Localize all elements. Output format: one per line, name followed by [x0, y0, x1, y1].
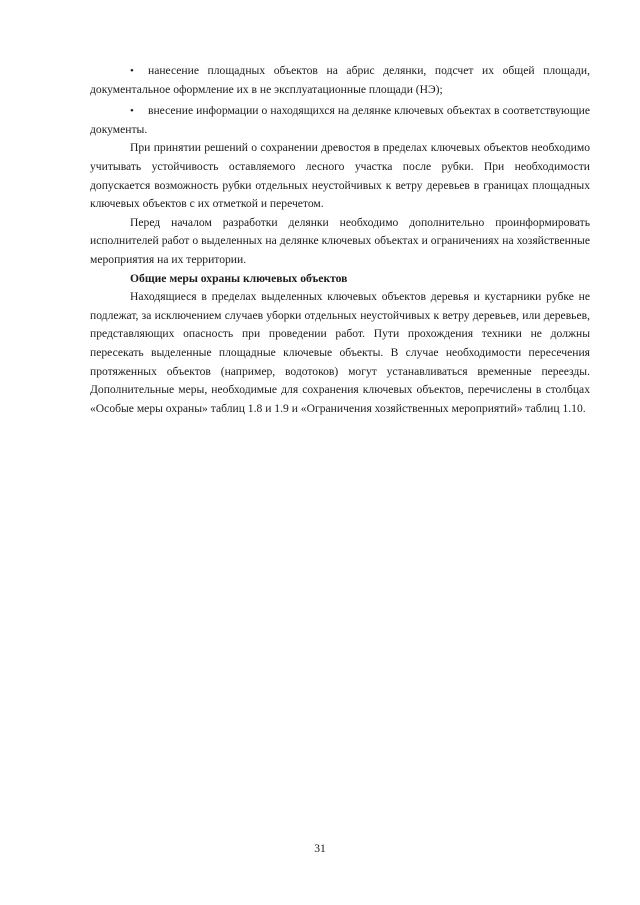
section-heading: Общие меры охраны ключевых объектов [130, 271, 348, 285]
bullet-marker: • [130, 105, 134, 118]
bullet-item [90, 62, 590, 99]
bullet-text: нанесение площадных объектов на абрис делянки, подсчет их общей площади, документальное оформление их в не эксплуатационные площади (НЭ); [90, 64, 590, 96]
bullet-item [90, 102, 590, 139]
bullet-text: внесение информации о находящихся на делянке ключевых объектах в соответствующие документы. [90, 104, 590, 136]
paragraph-preservation-decisions: При принятии решений о сохранении древостоя в пределах ключевых объектов необходимо учитывать устойчивость оставляемого лесного участка после рубки. При необходимости допускается возможность рубки отдельных неустойчивых к ветру деревьев в границах площадных ключевых объектов с их отметкой и перечетом. [90, 141, 590, 211]
paragraph-worker-briefing: Перед началом разработки делянки необходимо дополнительно проинформировать исполнителей работ о выделенных на делянке ключевых объектах и ограничениях на хозяйственные мероприятия на их территории. [90, 215, 590, 266]
section-body: Находящиеся в пределах выделенных ключевых объектов деревья и кустарники рубке не подлежат, за исключением случаев уборки отдельных неустойчивых к ветру деревьев, или деревьев, представляющих опасность при проведении работ. Пути прохождения техники не должны пересекать выделенные площадные ключевые объекты. В случае необходимости пересечения протяженных объектов (например, водотоков) могут устанавливаться временные переезды. Дополнительные меры, необходимые для сохранения ключевых объектов, перечислены в столбцах «Особые меры охраны» таблиц 1.8 и 1.9 и «Ограничения хозяйственных мероприятий» таблиц 1.10. [90, 290, 590, 415]
bullet-marker: • [130, 65, 134, 77]
page-number: 31 [314, 842, 326, 855]
document-body [90, 62, 590, 418]
